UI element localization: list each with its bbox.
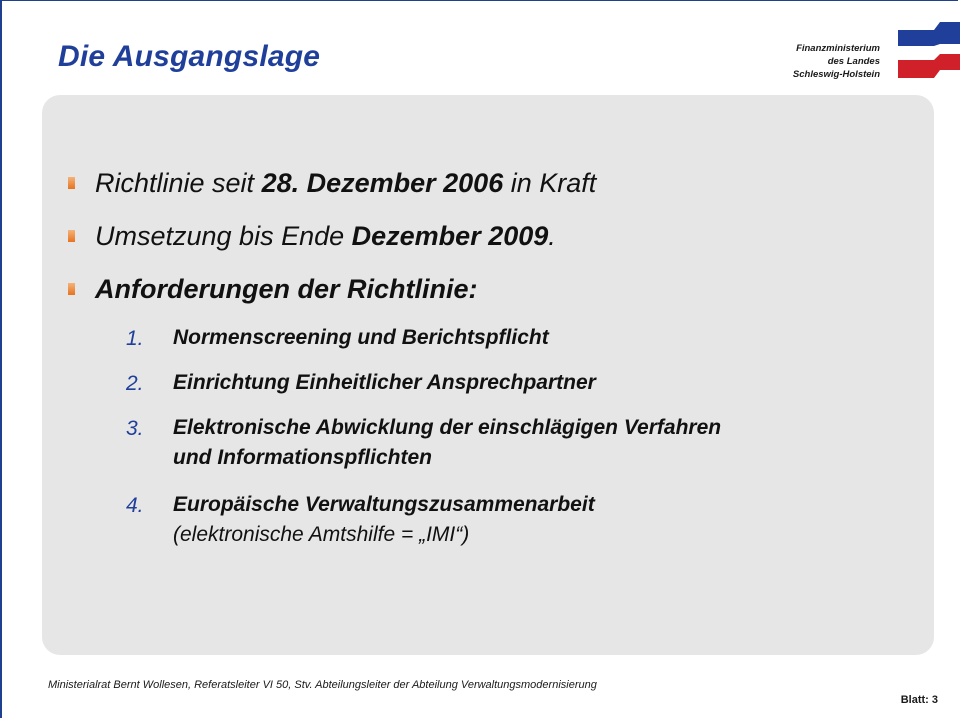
bullet-1-post: in Kraft [503, 168, 597, 198]
bullet-marker-icon [68, 230, 75, 242]
item-2-line-1: Einrichtung Einheitlicher Ansprechpartner [173, 371, 596, 394]
item-2 [173, 368, 596, 398]
item-1 [173, 323, 549, 353]
slide-title: Die Ausgangslage [58, 40, 321, 73]
ministry-name [680, 42, 880, 81]
bullet-1-bold: 28. Dezember 2006 [261, 168, 504, 198]
item-2-number: 2. [126, 372, 144, 395]
bullet-3-bold: Anforderungen der Richtlinie: [95, 274, 478, 304]
bullet-2-post: . [548, 221, 556, 251]
ministry-line-3: Schleswig-Holstein [792, 69, 880, 80]
bullet-1-pre: Richtlinie seit [95, 168, 262, 198]
item-1-number: 1. [126, 327, 144, 350]
page-number: Blatt: 3 [900, 694, 938, 706]
item-3-number: 3. [126, 417, 144, 440]
item-4-sub: (elektronische Amtshilfe = „IMI“) [173, 523, 470, 546]
footer-author: Ministerialrat Bernt Wollesen, Referatsleiter VI 50, Stv. Abteilungsleiter der Abteilung Verwaltungsmodernisierung [48, 679, 597, 691]
bullet-2-bold: Dezember 2009 [351, 221, 549, 251]
item-4-number: 4. [126, 494, 144, 517]
bullet-marker-icon [68, 283, 75, 295]
item-4 [173, 490, 595, 550]
item-3-line-1: Elektronische Abwicklung der einschlägigen Verfahren [173, 416, 722, 439]
item-3-line-2: und Informationspflichten [173, 446, 432, 469]
ministry-line-1: Finanzministerium [796, 43, 880, 54]
bullet-2-pre: Umsetzung bis Ende [95, 221, 352, 251]
item-1-line-1: Normenscreening und Berichtspflicht [173, 326, 549, 349]
item-4-line-1: Europäische Verwaltungszusammenarbeit [173, 493, 595, 516]
item-3 [173, 413, 721, 473]
state-flag-logo-icon [896, 22, 960, 78]
ministry-line-2: des Landes [827, 56, 880, 67]
bullet-marker-icon [68, 177, 75, 189]
